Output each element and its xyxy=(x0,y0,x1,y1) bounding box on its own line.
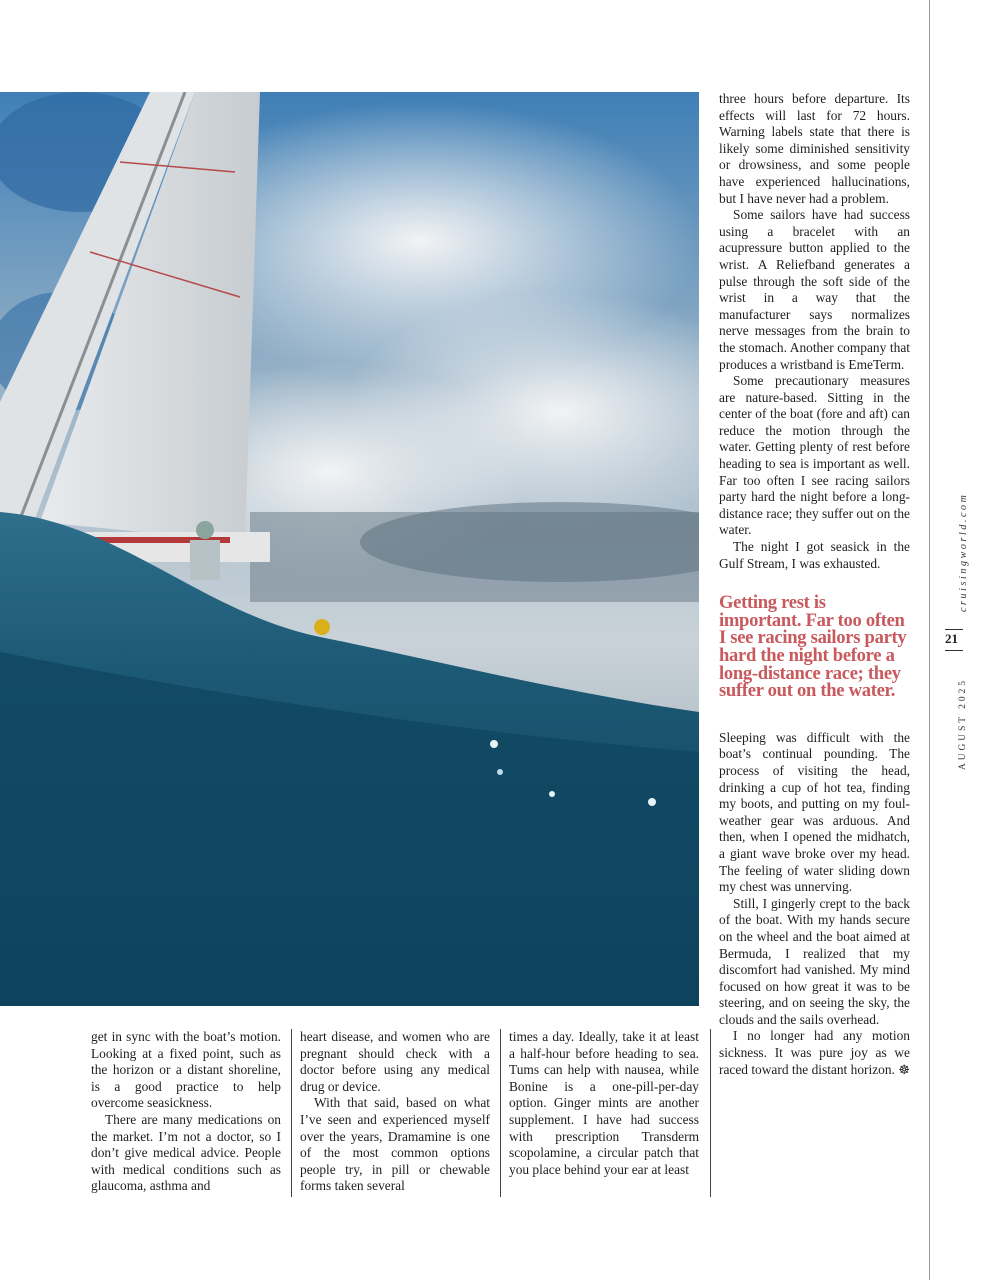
page-number: 21 xyxy=(945,631,958,646)
body-column-2 xyxy=(300,1029,490,1195)
sailboat-photo xyxy=(0,92,699,1006)
column-divider xyxy=(710,1029,711,1197)
paragraph: Some sailors have had success using a bracelet with an acupressure button applied to the wrist. A Reliefband generates a pulse through the soft side of the wrist in a way that the manufacturer says normalizes nerve messages from the brain to the stomach. Another company that produces a wristband is EmeTerm. xyxy=(719,207,910,372)
ship-wheel-icon: ☸ xyxy=(898,1061,910,1077)
page-number-rule xyxy=(945,629,963,630)
column-divider xyxy=(291,1029,292,1197)
paragraph: times a day. Ideally, take it at least a half-hour before heading to sea. Tums can help with nausea, while Bonine is a one-pill-per-day option. Ginger mints are another supplement. I have had success with prescription Transderm scopolamine, a circular patch that you place behind your ear at least xyxy=(509,1029,699,1177)
pull-quote: Getting rest is important. Far too often I see racing sailors party hard the night before a long-distance race; they suffer out on the water. xyxy=(719,592,907,702)
paragraph: The night I got seasick in the Gulf Stream, I was exhausted. xyxy=(719,539,910,571)
body-column-1 xyxy=(91,1029,281,1195)
paragraph: get in sync with the boat’s motion. Looking at a fixed point, such as the horizon or a distant shoreline, is a good practice to help overcome seasickness. xyxy=(91,1029,281,1111)
paragraph: heart disease, and women who are pregnant should check with a doctor before using any medical drug or device. xyxy=(300,1029,490,1094)
paragraph: Still, I gingerly crept to the back of the boat. With my hands secure on the wheel and the boat aimed at Bermuda, I realized that my discomfort had vanished. My mind focused on how great it was to be steering, and on seeing the sky, the clouds and the sails overhead. xyxy=(719,895,910,1027)
folio-site: cruisingworld.com xyxy=(958,492,969,612)
column-divider xyxy=(500,1029,501,1197)
paragraph: three hours before departure. Its effects will last for 72 hours. Warning labels state that there is likely some diminished sensitivity or drowsiness, and some people have experienced hallucinations, but I have never had a problem. xyxy=(719,91,910,206)
page-number-rule xyxy=(945,650,963,651)
paragraph: I no longer had any motion sickness. It was pure joy as we raced toward the distant horizon. xyxy=(719,1028,910,1077)
sailboat-underwater-photo-icon xyxy=(0,92,699,1006)
paragraph: Some precautionary measures are nature-based. Sitting in the center of the boat (fore and aft) can reduce the motion through the water. Getting plenty of rest before heading to sea is important as well. Far too often I see racing sailors party hard the night before a long-distance race; they suffer out on the water. xyxy=(719,373,910,538)
folio-date: AUGUST 2025 xyxy=(958,678,968,770)
paragraph: With that said, based on what I’ve seen and experienced myself over the years, Dramamine is one of the most common options people try, in pill or chewable forms taken several xyxy=(300,1095,490,1194)
body-column-3 xyxy=(509,1029,699,1178)
paragraph: There are many medications on the market. I’m not a doctor, so I don’t give medical advice. People with medical conditions such as glaucoma, asthma and xyxy=(91,1111,281,1194)
body-column-4 xyxy=(719,91,910,1078)
paragraph: Sleeping was difficult with the boat’s continual pounding. The process of visiting the head, drinking a cup of hot tea, finding my boots, and putting on my foul-weather gear was arduous. And then, when I opened the midhatch, a giant wave broke over my head. The feeling of water sliding down my chest was unnerving. xyxy=(719,729,910,895)
margin-rule xyxy=(929,0,930,1280)
